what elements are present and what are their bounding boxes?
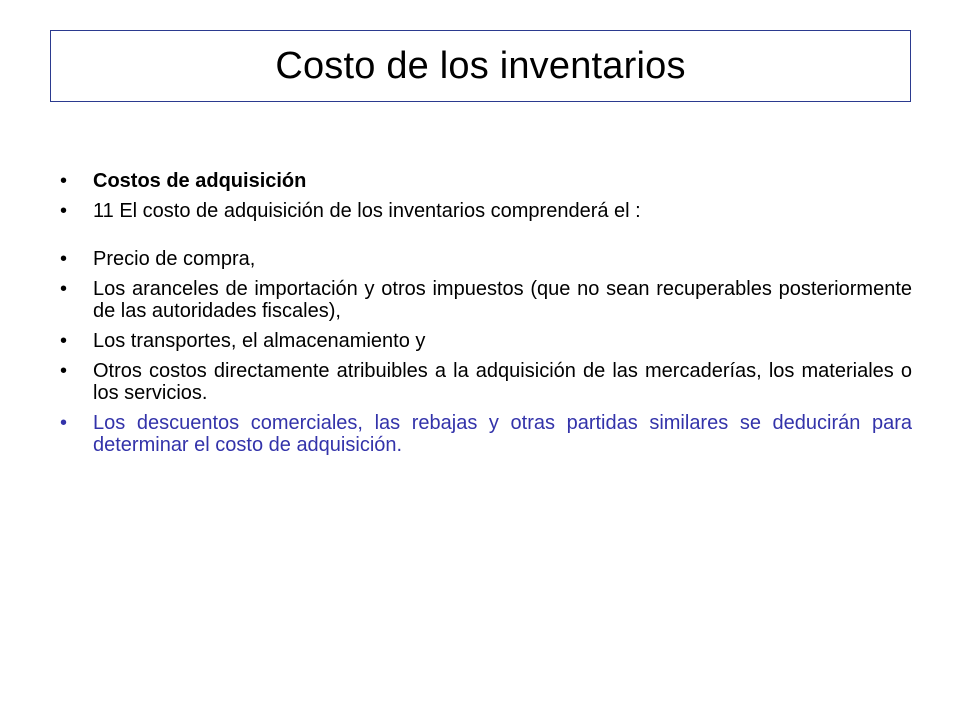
bullet-text: 11 El costo de adquisición de los inventarios comprenderá el : [93,200,641,222]
bullet-icon: • [60,330,68,352]
bullet-icon: • [60,360,68,382]
bullet-item [60,170,912,192]
bullet-text: Costos de adquisición [93,170,307,192]
slide-title: Costo de los inventarios [275,45,686,87]
bullet-icon: • [60,278,68,300]
bullet-icon: • [60,200,68,222]
bullet-item [60,360,912,404]
bullet-icon: • [60,170,68,192]
bullet-text: Otros costos directamente atribuibles a la adquisición de las mercaderías, los materiales o los servicios. [93,360,912,404]
bullet-text: Los transportes, el almacenamiento y [93,330,426,352]
bullet-item [60,248,912,270]
bullet-text: Los aranceles de importación y otros impuestos (que no sean recuperables posteriormente de las autoridades fiscales), [93,278,912,322]
bullet-text: Los descuentos comerciales, las rebajas y otras partidas similares se deducirán para determinar el costo de adquisición. [93,412,912,456]
title-box [50,30,911,102]
bullet-icon: • [60,412,68,434]
bullet-item-highlight [60,412,912,456]
bullet-item [60,278,912,322]
bullet-icon: • [60,248,68,270]
bullet-item [60,330,912,352]
bullet-text: Precio de compra, [93,248,256,270]
bullet-item [60,200,912,222]
bullet-list [60,170,912,464]
